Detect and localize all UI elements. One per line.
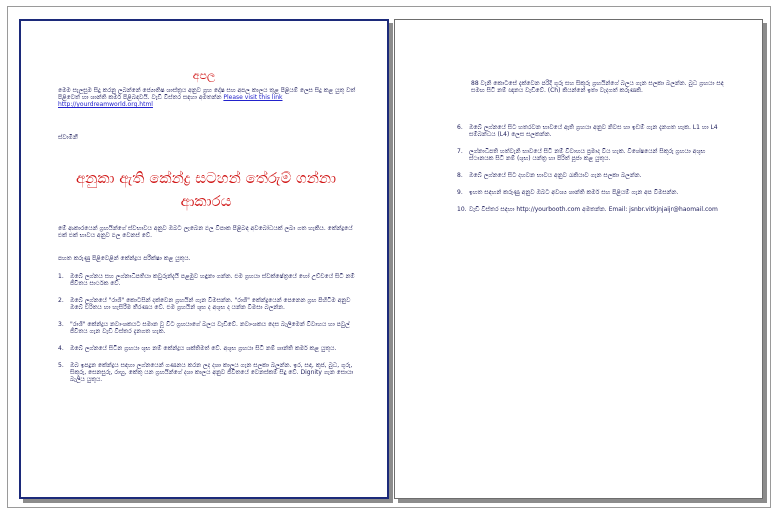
note-paragraph: මේ ආකාරයෙන් ග්‍රහයින්ගේ ස්වභාවය අනුව ඔබට ලැබෙන ඵල විපාක පිළිබඳ අවබෝධයක් ලබා ගත හැකිය. කේන්ද්‍රයේ එක් එක් භාවය අනුව ඵල වෙනස් වේ.: [58, 225, 353, 239]
item-text: ඉහත සඳහන් කරුණු අනුව ඔබට අවශ්‍ය ශාන්ති කර්ම සහ පිළියම් ගැන අප විමසන්න.: [469, 189, 679, 196]
item-number: 7.: [457, 148, 463, 155]
item-number: 10.: [457, 206, 467, 213]
item-text: ඔබේ ලග්නයේ "රාශි" කොටසින් දක්වෙන ග්‍රහයින් ගැන විමසන්න. "රාශි" කේන්ද්‍රයෙන් පෙනෙන ග්‍රහ පිහිටීම අනුව ඔබේ චරිතය හා හැසිරීම තීරණය වේ. එම ග්‍රහයින් ශුභ ද අශුභ ද යන්න විමසා බලන්න.: [70, 297, 351, 311]
section-label: ස්වාමිනී: [58, 134, 78, 141]
item-number: 2.: [58, 297, 64, 304]
list-item: [457, 206, 725, 213]
intro-paragraph: [58, 87, 360, 108]
item-text: "රාශි" කේන්ද්‍රය නවාංශකයට සමාන වූ විට ග්‍රහයාගේ බලය වැඩිවේ. නවාංශකය දෙස බැලීමෙන් විවාහය හා පවුල් ජීවිතය ගැන වැඩි විස්තර දැනගත හැක.: [70, 321, 350, 335]
intro-text: මෙම සැලසුම සිදු කරනු ලබන්නේ ජ්‍යොතිෂ ශාස්ත්‍රය අනුව ග්‍රහ දෝෂ සහ අපල කාලය තුළ පිළියම් ලෙස සිදු කළ යුතු වත් පිළිවෙත් හා ශාන්ති කර්ම පිළිබඳවයි. වැඩි විස්තර සඳහා අමතන්න: [58, 87, 356, 101]
list-item: [457, 124, 725, 138]
item-number: 4.: [58, 345, 64, 352]
numbered-list-left: [58, 273, 360, 393]
continuation-paragraph: 88 වැනි කොටසේ දැක්වෙන පරිදි ගුරු සහ සිකුරු ග්‍රහයින්ගේ බලය ගැන සලකා බලන්න. බුධ ග්‍රහයා සඳ සමඟ සිටී නම් ඥානය වැඩිවේ. (Ch) කියන්නේ ඉතා වැදගත් කරුණකි.: [471, 80, 724, 94]
list-item: [457, 148, 725, 162]
item-text: ලග්නාධිපති හත්වැනි භාවයේ සිටී නම් විවාහය ප්‍රමාද විය හැක. විශේෂයෙන් සිකුරු ග්‍රහයා අශුභ ස්ථානයක සිටී නම් (ශුභ) යන්ත්‍ර හා පිරිත් පූජා කළ යුතුය.: [469, 148, 706, 162]
item-number: 5.: [58, 362, 64, 369]
list-item: [58, 273, 360, 287]
item-number: 6.: [457, 124, 463, 131]
item-number: 1.: [58, 273, 64, 280]
item-text: ඔබේ ලග්නයේ සිට දහවන භාවය අනුව රැකියාව ගැන සලකා බලන්න.: [469, 172, 642, 179]
item-text: ඔබේ ලග්නයේ සිට හතරවන භාවයේ ඇති ග්‍රහයා අනුව නිවස හා ඉඩම් ගැන දැනගත හැක. L1 හා L4 සම්බන්ධය (L4) ලෙස සලකන්න.: [469, 124, 718, 138]
list-item: [457, 189, 725, 196]
document-page-right[interactable]: [394, 19, 763, 499]
item-number: 9.: [457, 189, 463, 196]
item-number: 3.: [58, 321, 64, 328]
visit-link[interactable]: Please visit this link http://yourdreamworld.org.html: [58, 94, 283, 108]
item-text: ඔබේ ලග්නය සහ ලග්නාධිපතියා කවුරුන්දැයි පළමුව හඳුනා ගන්න. එම ග්‍රහයා ස්වක්ෂේත්‍රයේ හෝ උච්චයේ සිටී නම් ජීවිතය සාර්ථක වේ.: [70, 273, 355, 287]
list-item: [58, 362, 360, 383]
document-page-left[interactable]: [19, 19, 389, 499]
main-title: අනුකා ඇති කේන්ද්‍ර සටහන් තේරුම් ගන්නා ආකාරය: [75, 169, 337, 210]
item-text: ඔබේ ලග්නයේ සිටින ග්‍රහයා ශුභ නම් කේන්ද්‍රය ශක්තිමත් වේ. අශුභ ග්‍රහයා සිටී නම් ශාන්ති කර්ම කළ යුතුය.: [70, 345, 337, 352]
page-heading: අපල: [192, 69, 216, 82]
instruction-line: පහත කරුණු පිළිවෙළින් කේන්ද්‍රය පරීක්ෂා කළ යුතුය.: [58, 255, 191, 262]
item-text: ඔබ ඉපදුන කේන්ද්‍රය සඳහා ලග්නයෙන් ගණනය කරන ලද දශා කාලය ගැන සලකා බලන්න. ඉර, සඳ, කුජ, බුධ, ගුරු, සිකුරු, සෙනසුරු, රාහු, කේතු යන ග්‍රහයින්ගේ දශා කාලය අනුව ජීවිතයේ වෙනස්කම් සිදු වේ. Dignity ගැන සොයා බැලිය යුතුය.: [70, 362, 354, 383]
item-number: 8.: [457, 172, 463, 179]
list-item: [58, 345, 360, 352]
list-item: [457, 172, 725, 179]
numbered-list-right: [457, 124, 725, 223]
list-item: [58, 297, 360, 311]
list-item: [58, 321, 360, 335]
item-text: වැඩි විස්තර සඳහා http://yourbooth.com අමතන්න. Email: jsnbr.vitkjnjaijr@haomail.com: [469, 206, 718, 213]
